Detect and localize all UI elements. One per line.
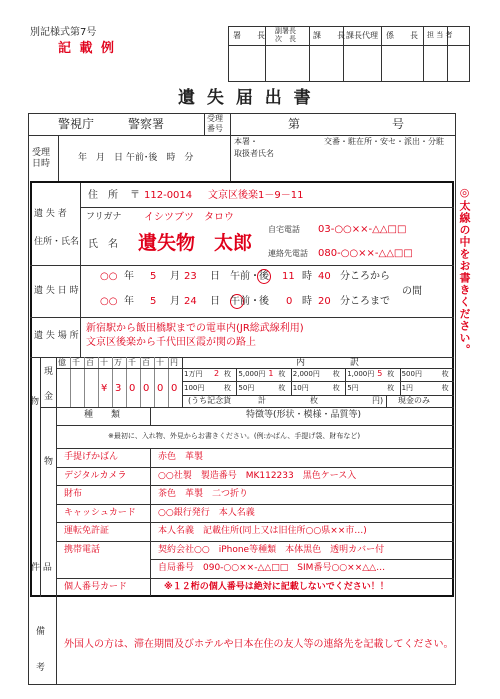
station-label: 警察署: [128, 117, 165, 131]
loss-year-to: ○○: [100, 296, 118, 307]
digit-header: 十: [156, 358, 164, 367]
denom-unit: 枚: [332, 370, 340, 378]
en-label: 円): [372, 396, 384, 405]
go-to: 後: [259, 296, 269, 307]
denom-label: 5,000円: [238, 370, 266, 378]
loss-month-to: 5: [150, 296, 157, 307]
loss-day-to: 24: [184, 296, 197, 307]
items-note: ※最初に、入れ物、外見からお書きください。(例:かばん、手提げ袋、財布など): [108, 432, 361, 440]
nichi-from: 日: [210, 271, 220, 282]
digit-value: 0: [129, 383, 136, 394]
approval-stamp-table: [228, 26, 470, 82]
denom-label: 5円: [347, 384, 359, 392]
denom-unit: 枚: [441, 370, 449, 378]
cash-only-label: 現金のみ: [398, 396, 430, 405]
item-kind: 携帯電話: [64, 544, 101, 555]
cash-digit-grid: [56, 357, 182, 407]
digit-header: 億: [58, 358, 66, 367]
denom-unit: 枚: [441, 384, 449, 392]
items-section-label-bottom: 件 品: [31, 563, 52, 573]
nen-from: 年: [124, 271, 134, 282]
stamp-col-sub-chief: 係 長: [386, 31, 418, 40]
digit-header: 千: [72, 358, 80, 367]
dot-to: ・: [250, 296, 260, 307]
stamp-col-vice: 次 長: [275, 35, 296, 43]
stamp-col-section-deputy: 課長代理: [346, 31, 378, 40]
item-feature: 自局番号 090-○○××-△△□□ SIM番号○○××△△…: [158, 563, 386, 573]
loss-datetime-label: 遺 失 日 時: [34, 286, 79, 296]
item-feature: ※１２桁の個人番号は絶対に記載しないでください！！: [164, 581, 389, 592]
loss-day-from: 23: [184, 271, 197, 282]
digit-value: 0: [157, 383, 164, 394]
digit-header: 十: [100, 358, 108, 367]
item-rows: [56, 448, 454, 596]
denom-row-bottom: [182, 382, 454, 395]
breakdown-title: 内 訳: [296, 358, 360, 368]
name-label: 氏 名: [88, 239, 118, 250]
furigana-label: フリガナ: [86, 212, 122, 222]
digit-header: 百: [142, 358, 150, 367]
stamp-col-staff: 担 当 者: [427, 31, 453, 39]
between-label: の間: [402, 286, 422, 297]
kind-header: 種 類: [84, 410, 121, 420]
kei-label: 計: [258, 396, 266, 405]
denom-label: 1万円: [184, 370, 203, 378]
loss-minute-to: 20: [318, 296, 331, 307]
loss-hour-to: 0: [286, 296, 293, 307]
owner-label-2: 住所・氏名: [34, 237, 80, 247]
fill-instruction-note: ◎太線の中をお書きください。: [458, 186, 471, 356]
denom-unit: 枚: [224, 370, 231, 378]
stamp-col-chief: 署 長: [233, 31, 265, 40]
loss-place-label: 遺 失 場 所: [34, 331, 79, 341]
digit-header: 千: [128, 358, 136, 367]
digit-header: 百: [86, 358, 94, 367]
digit-value: 0: [143, 383, 150, 394]
address-label: 住 所: [88, 190, 118, 201]
denom-label: 500円: [401, 370, 422, 378]
denom-label: 1,000円: [347, 370, 375, 378]
item-feature: ○○銀行発行 本人名義: [158, 507, 255, 518]
item-feature: 本人名義 記載住所(同上又は旧住所○○県××市…): [158, 526, 367, 536]
stamp-col-section-chief: 課 長: [313, 31, 345, 40]
digit-header: 円: [170, 358, 178, 367]
denom-label: 2,000円: [292, 370, 320, 378]
denom-unit: 枚: [278, 370, 286, 378]
owner-label: 遺 失 者: [34, 209, 67, 219]
digit-value: 3: [115, 383, 122, 394]
furigana-value: イシツブツ タロウ: [144, 212, 234, 223]
denom-label: 1円: [401, 384, 414, 392]
items-section-label-top: 物: [44, 457, 54, 467]
number-prefix: 第: [288, 117, 301, 131]
item-feature: ○○社製 製造番号 MK112233 黒色ケース入: [158, 470, 357, 481]
dot-from: ・: [250, 271, 260, 282]
contact-phone-label: 連絡先電話: [268, 249, 308, 258]
owner-name: 遺失物 太郎: [138, 232, 253, 254]
postal-code: 112-0014: [144, 190, 193, 201]
item-kind: 手提げかばん: [64, 452, 119, 462]
digit-header: 万: [114, 358, 122, 367]
nen-to: 年: [124, 296, 134, 307]
denom-label: 100円: [184, 384, 205, 392]
loss-place-line2: 文京区後楽から千代田区霞が関の路上: [86, 337, 256, 348]
denom-unit: 枚: [387, 370, 395, 378]
police-hq-label: 警視庁: [58, 117, 95, 131]
ji-to: 時: [302, 296, 312, 307]
digit-value: ¥: [101, 383, 108, 394]
handler-name-label: 取扱者氏名: [234, 149, 274, 158]
denom-unit: 枚: [332, 384, 340, 392]
remarks-text: 外国人の方は、滞在期間及びホテルや日本在住の友人等の連絡先を記載してください。: [64, 639, 454, 650]
receipt-datetime-template: 年 月 日 午前･後 時 分: [78, 153, 194, 163]
nichi-to: 日: [210, 296, 220, 307]
denom-unit: 枚: [387, 384, 395, 392]
remarks-label-top: 備: [36, 627, 46, 637]
mai-label: 枚: [310, 396, 318, 405]
loss-minute-from: 40: [318, 271, 331, 282]
item-feature: 契約会社○○ iPhone等種類 本体黒色 透明カバー付: [158, 544, 385, 555]
cash-label-kin: 金: [44, 392, 54, 402]
item-kind: デジタルカメラ: [64, 470, 127, 481]
from-suffix: 分ころから: [340, 271, 390, 282]
remarks-label-bottom: 考: [36, 663, 46, 673]
denom-count: 1: [268, 369, 274, 378]
denom-row-top: [182, 368, 454, 381]
gozen-from: 午前: [230, 271, 250, 282]
honsho-label: 本署・: [234, 137, 258, 146]
go-from: 後: [259, 271, 269, 282]
denom-label: 50円: [238, 384, 255, 392]
denom-count: 5: [377, 369, 383, 378]
address-value: 文京区後楽1－9－11: [208, 190, 304, 201]
ji-from: 時: [302, 271, 312, 282]
item-feature: 茶色 革製 二つ折り: [158, 489, 249, 499]
feature-header: 特徴等(形状・模様・品質等): [246, 410, 362, 420]
section-mono-label: 物: [30, 397, 40, 407]
item-kind: キャッシュカード: [64, 507, 136, 518]
home-phone-label: 自宅電話: [268, 225, 300, 234]
to-suffix: 分ころまで: [340, 296, 390, 307]
digit-value: 0: [171, 383, 178, 394]
item-kind: 財布: [64, 489, 83, 499]
receipt-number-label: 受理番号: [207, 114, 223, 133]
example-label: 記 載 例: [58, 41, 117, 56]
gozen-to: 午前: [230, 296, 250, 307]
tsuki-from: 月: [170, 271, 180, 282]
item-feature: 赤色 革製: [158, 452, 204, 462]
denom-count: 2: [214, 369, 220, 378]
home-phone-value: 03-○○××-△△□□: [318, 224, 407, 235]
stamp-col-deputy: 副署長: [275, 27, 296, 35]
koban-list: 交番・駐在所・安セ・派出・分駐: [324, 137, 444, 146]
commemorative-label: (うち記念貨: [188, 396, 232, 405]
document-title: 遺 失 届 出 書: [178, 88, 314, 108]
tsuki-to: 月: [170, 296, 180, 307]
denom-unit: 枚: [224, 384, 231, 392]
item-kind: 個人番号カード: [64, 581, 128, 592]
loss-hour-from: 11: [282, 271, 295, 282]
postal-mark: 〒: [130, 190, 140, 201]
item-kind: 運転免許証: [64, 526, 110, 536]
cash-label-gen: 現: [44, 367, 54, 377]
loss-year-from: ○○: [100, 271, 118, 282]
loss-place-line1: 新宿駅から飯田橋駅までの電車内(JR総武線利用): [86, 323, 304, 334]
contact-phone-value: 080-○○××-△△□□: [318, 248, 413, 259]
receipt-datetime-label: 受理日時: [32, 148, 51, 169]
form-number: 別記様式第7号: [30, 27, 97, 38]
denom-unit: 枚: [278, 384, 286, 392]
number-suffix: 号: [392, 117, 405, 131]
loss-month-from: 5: [150, 271, 157, 282]
denom-label: 10円: [292, 384, 309, 392]
